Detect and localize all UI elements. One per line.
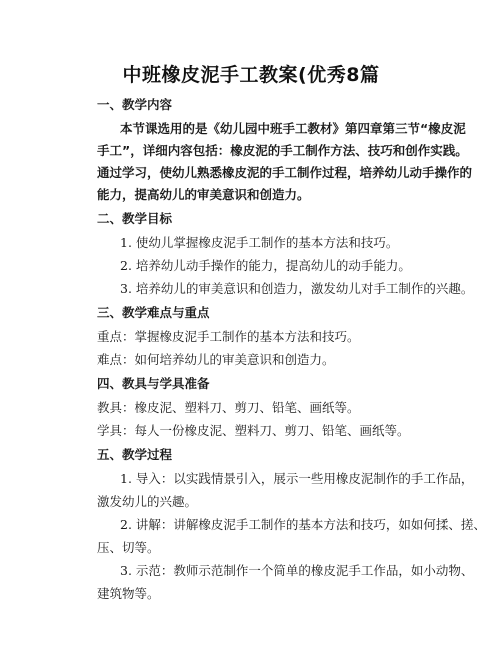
paragraph-line: 手工”，详细内容包括：橡皮泥的手工制作方法、技巧和创作实践。 bbox=[97, 143, 468, 158]
list-item: 难点：如何培养幼儿的审美意识和创造力。 bbox=[97, 352, 335, 367]
paragraph-line: 通过学习，使幼儿熟悉橡皮泥的手工制作过程，培养幼儿动手操作的 bbox=[97, 165, 473, 180]
document-title: 中班橡皮泥手工教案(优秀8篇 bbox=[122, 64, 380, 86]
section-heading-goals: 二、教学目标 bbox=[97, 211, 173, 226]
list-item: 2. 培养幼儿动手操作的能力，提高幼儿的动手能力。 bbox=[120, 258, 411, 273]
section-heading-content: 一、教学内容 bbox=[97, 97, 173, 112]
list-item: 1. 导入：以实践情景引入，展示一些用橡皮泥制作的手工作品， bbox=[120, 471, 474, 486]
list-item: 2. 讲解：讲解橡皮泥手工制作的基本方法和技巧，如如何揉、搓、 bbox=[120, 517, 486, 532]
list-item: 重点：掌握橡皮泥手工制作的基本方法和技巧。 bbox=[97, 329, 360, 344]
list-item: 3. 示范：教师示范制作一个简单的橡皮泥手工作品，如小动物、 bbox=[120, 563, 474, 578]
list-item: 教具：橡皮泥、塑料刀、剪刀、铅笔、画纸等。 bbox=[97, 400, 360, 415]
section-heading-process: 五、教学过程 bbox=[97, 447, 173, 462]
paragraph-line: 能力，提高幼儿的审美意识和创造力。 bbox=[97, 187, 310, 202]
section-heading-key-points: 三、教学难点与重点 bbox=[97, 305, 210, 320]
list-item-continuation: 压、切等。 bbox=[97, 540, 160, 555]
list-item: 1. 使幼儿掌握橡皮泥手工制作的基本方法和技巧。 bbox=[120, 235, 399, 250]
list-item-continuation: 建筑物等。 bbox=[97, 586, 160, 601]
list-item: 学具：每人一份橡皮泥、塑料刀、剪刀、铅笔、画纸等。 bbox=[97, 423, 410, 438]
paragraph-line: 本节课选用的是《幼儿园中班手工教材》第四章第三节“橡皮泥 bbox=[120, 121, 466, 136]
section-heading-materials: 四、教具与学具准备 bbox=[97, 376, 210, 391]
list-item-continuation: 激发幼儿的兴趣。 bbox=[97, 494, 198, 509]
list-item: 3. 培养幼儿的审美意识和创造力，激发幼儿对手工制作的兴趣。 bbox=[120, 281, 474, 296]
